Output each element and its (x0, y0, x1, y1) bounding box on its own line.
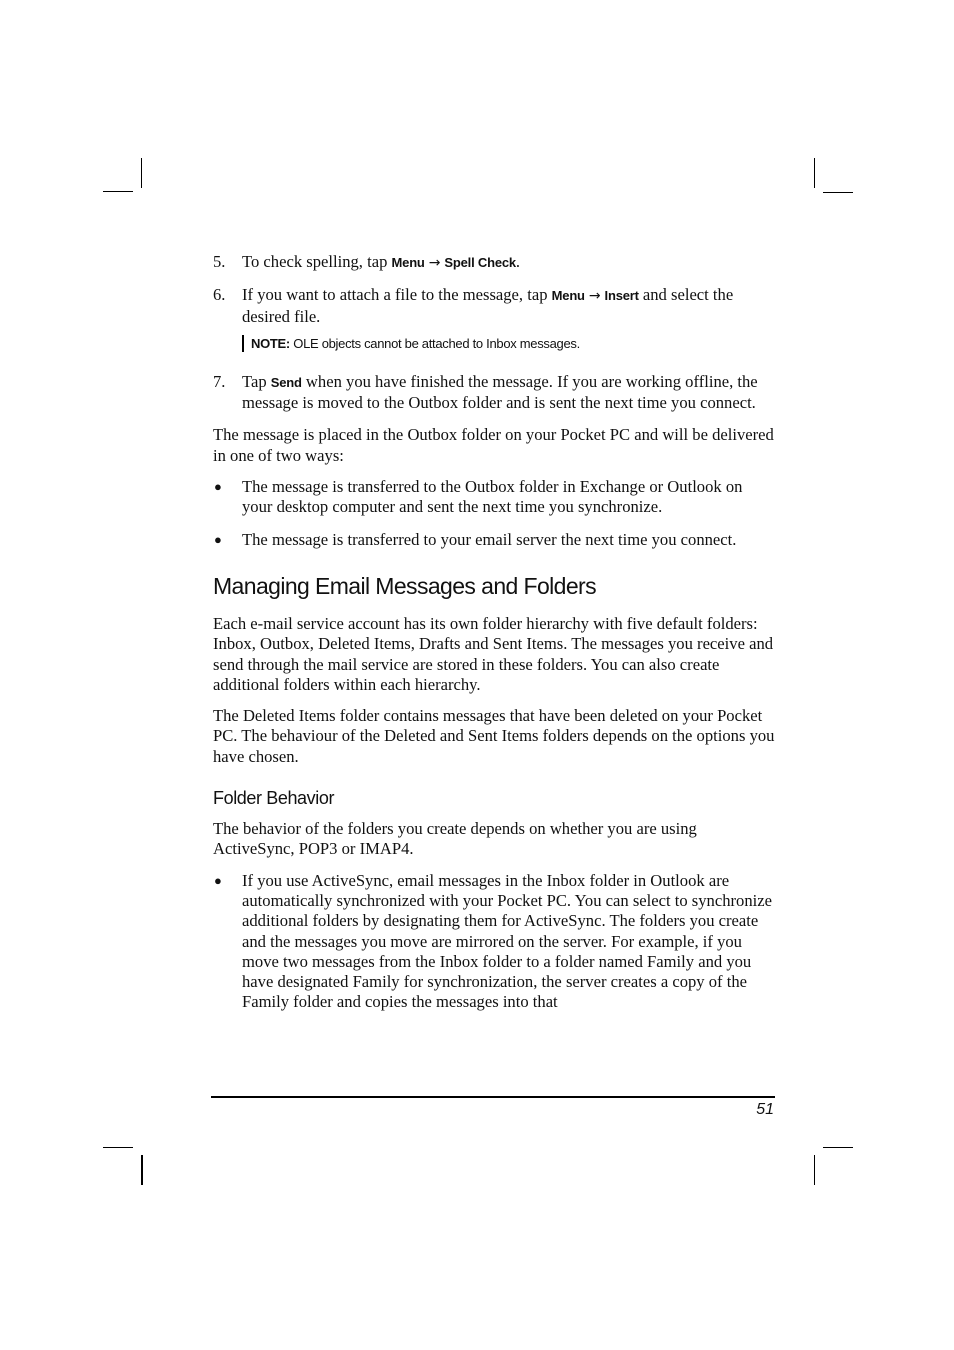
list-item (213, 871, 775, 1013)
crop-mark-bottom-left-horizontal (103, 1147, 133, 1148)
crop-mark-top-left-horizontal (103, 191, 133, 192)
note-label: NOTE: (251, 335, 290, 351)
bullet-icon: ● (214, 531, 222, 547)
section-paragraph: The Deleted Items folder contains messages that have been deleted on your Pocket PC. The behaviour of the Deleted and Sent Items folders depends on the options you have chosen. (213, 706, 775, 766)
note-box (242, 335, 775, 352)
crop-mark-top-left-vertical (141, 158, 142, 188)
crop-mark-top-right-vertical (814, 158, 815, 188)
step-text: If you want to attach a file to the message, tap (242, 285, 552, 305)
list-item-text: The message is transferred to the Outbox folder in Exchange or Outlook on your desktop computer and sent the next time you synchronize. (242, 477, 743, 517)
subsection-heading: Folder Behavior (213, 788, 335, 809)
page-content (213, 252, 775, 1025)
list-item (213, 477, 775, 518)
section-heading: Managing Email Messages and Folders (213, 572, 596, 599)
step-item (213, 372, 775, 414)
step-text-end: and select the desired file. (242, 285, 734, 326)
step-text: Tap (242, 371, 271, 391)
step-item (213, 285, 775, 327)
step-number: 5. (213, 252, 226, 271)
note-text: OLE objects cannot be attached to Inbox messages. (289, 335, 580, 351)
arrow-right-icon: → (428, 255, 441, 271)
step-text: To check spelling, tap (242, 252, 392, 271)
intro-paragraph: The message is placed in the Outbox folder on your Pocket PC and will be delivered in one of two ways: (213, 425, 774, 465)
crop-mark-top-right-horizontal (823, 192, 853, 193)
crop-mark-bottom-right-horizontal (823, 1147, 853, 1148)
ui-term-insert: Insert (604, 288, 639, 304)
page-number: 51 (756, 1101, 774, 1118)
list-item (213, 530, 775, 550)
list-item-text: If you use ActiveSync, email messages in the Inbox folder in Outlook are automatically synchronized with your Pocket PC. You can select to synchronize additional folders by designating them for ActiveSync. The folders you create and the messages you move are mirrored on the server. For example, if you move two messages from the Inbox folder to a folder named Family and you have designated Family for synchronization, the server creates a copy of the Family folder and copies the messages into that (242, 870, 772, 1012)
subsection-paragraph: The behavior of the folders you create depends on whether you are using ActiveSync, POP3 or IMAP4. (213, 819, 697, 859)
crop-mark-bottom-right-vertical (814, 1155, 815, 1185)
bullet-icon: ● (214, 872, 222, 888)
section-paragraph: Each e-mail service account has its own folder hierarchy with five default folders: Inbox, Outbox, Deleted Items, Drafts and Sent Items. The messages you receive and send through the mail service are stored in these folders. You can also create additional folders within each hierarchy. (213, 613, 774, 694)
footer-rule (211, 1096, 775, 1098)
step-number: 6. (213, 285, 226, 305)
step-text-end: . (515, 252, 521, 271)
step-item (213, 252, 775, 273)
ui-term-menu: Menu (391, 255, 425, 270)
bullet-icon: ● (214, 479, 222, 495)
list-item-text: The message is transferred to your email server the next time you connect. (242, 529, 737, 549)
ui-term-send: Send (270, 374, 302, 390)
crop-mark-bottom-left-vertical (141, 1155, 143, 1185)
step-number: 7. (213, 371, 226, 391)
arrow-right-icon: → (588, 288, 601, 305)
ui-term-spell-check: Spell Check (444, 255, 516, 270)
ui-term-menu: Menu (551, 288, 585, 304)
step-text-end: when you have finished the message. If you are working offline, the message is moved to the Outbox folder and is sent the next time you connect. (242, 371, 758, 413)
